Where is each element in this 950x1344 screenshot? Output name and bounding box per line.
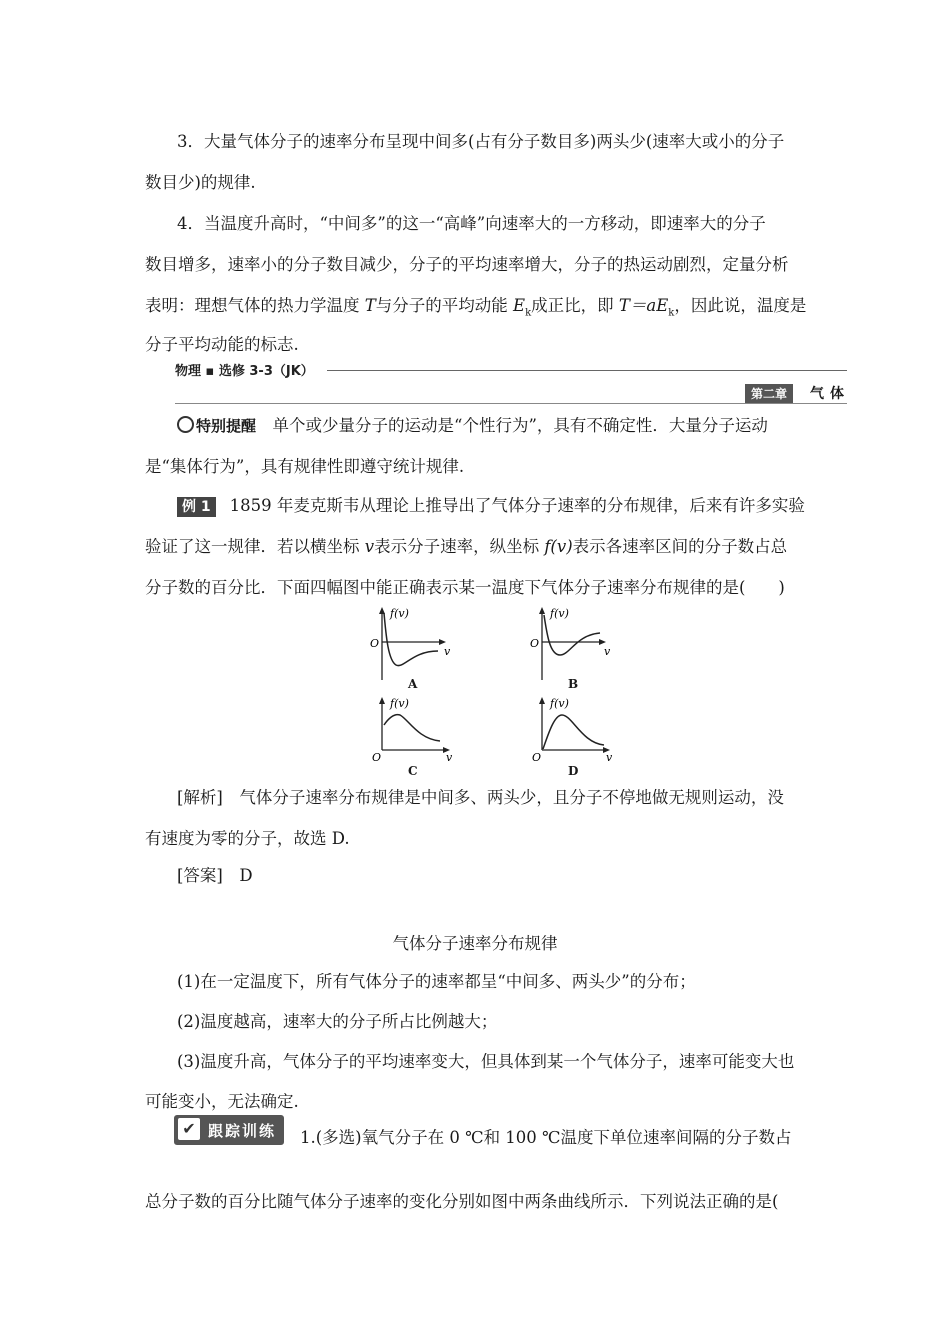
- tip-icon: [177, 416, 194, 433]
- xlabel: v: [604, 645, 611, 658]
- tip-label: 特别提醒: [196, 417, 257, 435]
- graph-c: [370, 695, 460, 765]
- sub-k: k: [525, 307, 532, 319]
- graph-d: [530, 695, 620, 765]
- graph-b-label: B: [568, 677, 579, 691]
- example-badge: 例 1: [177, 497, 216, 517]
- graph-c-label: C: [408, 764, 418, 778]
- summary-item-1: (1)在一定温度下，所有气体分子的速率都呈“中间多、两头少”的分布；: [177, 972, 696, 991]
- answer: [答案] D: [177, 866, 253, 885]
- summary-item-3b: 可能变小，无法确定.: [145, 1092, 299, 1111]
- graph-a-label: A: [408, 677, 418, 691]
- training-line2: 总分子数的百分比随气体分子速率的变化分别如图中两条曲线所示．下列说法正确的是(: [145, 1192, 779, 1211]
- chapter-tab: 第二章: [745, 384, 793, 404]
- sub-k: k: [668, 307, 675, 319]
- text: 1859 年麦克斯韦从理论上推导出了气体分子速率的分布规律，后来有许多实验: [229, 496, 805, 515]
- training-label: 跟踪训练: [208, 1122, 277, 1140]
- point4-line4: 分子平均动能的标志.: [145, 335, 299, 354]
- xlabel: v: [606, 751, 613, 764]
- origin: O: [370, 637, 380, 650]
- text: ，因此说，温度是: [674, 296, 807, 315]
- var-E: E: [513, 296, 526, 315]
- curve-c: [384, 715, 440, 741]
- origin: O: [532, 751, 542, 764]
- var-fv: f(v): [544, 537, 573, 556]
- point4-line2: 数目增多，速率小的分子数目减少，分子的平均速率增大，分子的热运动剧烈，定量分析: [145, 255, 789, 274]
- example-line2: [145, 533, 787, 557]
- example-line3: 分子数的百分比．下面四幅图中能正确表示某一温度下气体分子速率分布规律的是( ): [145, 578, 785, 597]
- equation: T＝aE: [618, 296, 669, 315]
- xlabel: v: [446, 751, 453, 764]
- page-header: [175, 360, 847, 380]
- header-rule: [327, 370, 847, 371]
- text: 表明：理想气体的热力学温度: [145, 296, 365, 315]
- ylabel: f(v): [390, 607, 409, 620]
- text: 与分子的平均动能: [375, 296, 514, 315]
- analysis-line2: 有速度为零的分子，故选 D.: [145, 829, 350, 848]
- var-T: T: [364, 296, 376, 315]
- analysis-line1: [解析] 气体分子速率分布规律是中间多、两头少，且分子不停地做无规则运动，没: [177, 788, 784, 807]
- header-left: 物理 ▪ 选修 3-3（JK）: [175, 364, 314, 379]
- text: 验证了这一规律．若以横坐标: [145, 537, 365, 556]
- graph-d-label: D: [568, 764, 579, 778]
- ylabel: f(v): [550, 607, 569, 620]
- curve-a: [384, 613, 438, 666]
- point4-line1: 4．当温度升高时，“中间多”的这一“高峰”向速率大的一方移动，即速率大的分子: [177, 214, 766, 233]
- tip-text: 单个或少量分子的运动是“个性行为”，具有不确定性．大量分子运动: [256, 416, 768, 435]
- arrow: [379, 697, 385, 704]
- tip-line1: [177, 412, 768, 436]
- point3-line2: 数目少)的规律.: [145, 173, 256, 192]
- summary-item-2: (2)温度越高，速率大的分子所占比例越大；: [177, 1012, 498, 1031]
- origin: O: [372, 751, 382, 764]
- curve-b: [544, 615, 600, 655]
- point3-line1: 3．大量气体分子的速率分布呈现中间多(占有分子数目多)两头少(速率大或小的分子: [177, 132, 785, 151]
- curve-d: [543, 715, 604, 749]
- var-v: v: [364, 537, 375, 556]
- chapter-rule: [175, 403, 847, 404]
- summary-item-3: (3)温度升高，气体分子的平均速率变大，但具体到某一个气体分子，速率可能变大也: [177, 1052, 795, 1071]
- tip-line2: 是“集体行为”，具有规律性即遵守统计规律.: [145, 457, 465, 476]
- chapter-name: 气体: [810, 386, 850, 402]
- ylabel: f(v): [550, 697, 569, 710]
- point4-line3: [145, 292, 806, 318]
- text: 成正比，即: [531, 296, 619, 315]
- ylabel: f(v): [390, 697, 409, 710]
- arrow: [379, 607, 385, 614]
- training-line1: 1.(多选)氧气分子在 0 ℃和 100 ℃温度下单位速率间隔的分子数占: [300, 1128, 792, 1147]
- text: 表示分子速率，纵坐标: [374, 537, 545, 556]
- text: 表示各速率区间的分子数占总: [572, 537, 788, 556]
- origin: O: [530, 637, 540, 650]
- arrow: [539, 697, 545, 704]
- arrow: [539, 607, 545, 614]
- example-line1: [177, 492, 805, 517]
- xlabel: v: [444, 645, 451, 658]
- check-icon: ✔: [178, 1118, 200, 1140]
- summary-title: 气体分子速率分布规律: [392, 934, 558, 953]
